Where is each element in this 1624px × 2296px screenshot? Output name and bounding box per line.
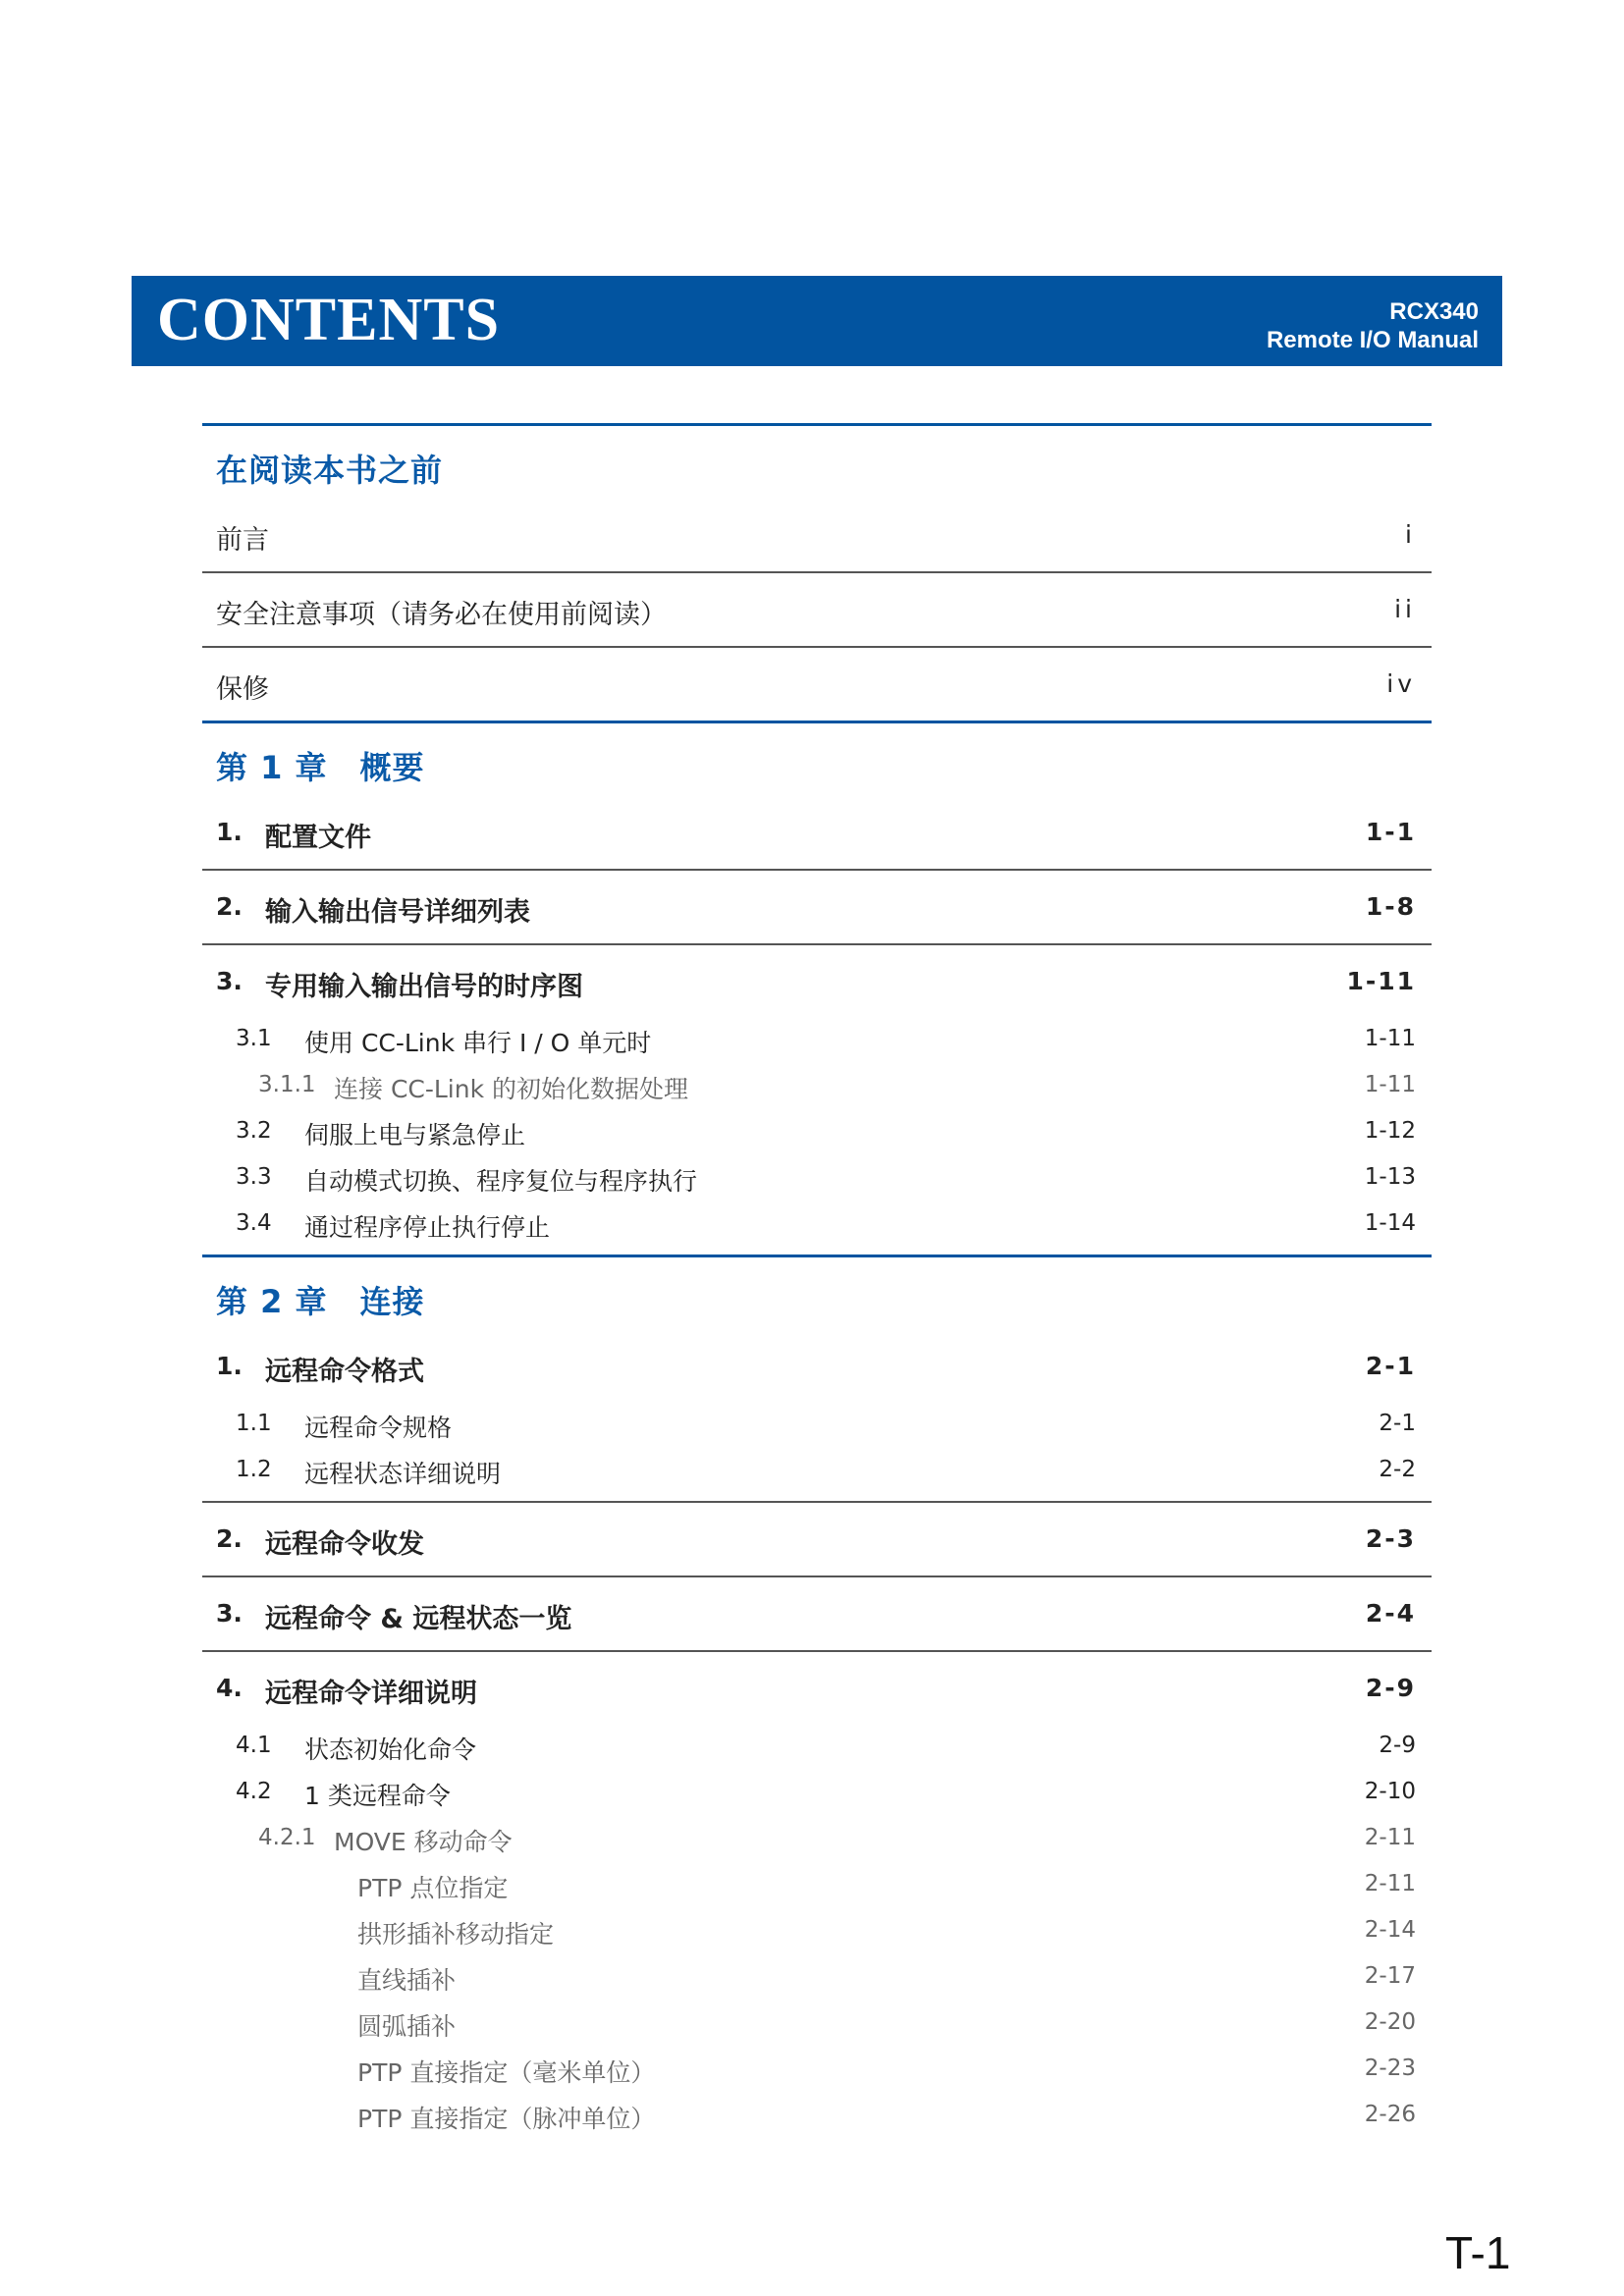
toc-subentry[interactable] — [202, 1064, 1432, 1110]
toc-entry-number: 2. — [216, 1524, 243, 1553]
toc-subentry-title: 远程状态详细说明 — [304, 1460, 502, 1488]
toc-subentry-page: 1-11 — [1364, 1026, 1416, 1051]
section-heading — [202, 423, 1432, 499]
toc-subentry[interactable] — [202, 1018, 1432, 1064]
toc-entry[interactable] — [202, 869, 1432, 943]
toc-entry-main — [202, 1330, 1432, 1403]
toc-subentry-number: 4.2.1 — [258, 1825, 316, 1850]
toc-entry[interactable] — [202, 943, 1432, 1255]
toc-entry-page: ii — [1394, 595, 1416, 623]
toc-entry-number: 2. — [216, 892, 243, 921]
toc-entry-title: 远程命令格式 — [265, 1357, 424, 1387]
toc-entry-page: 1-1 — [1365, 818, 1416, 846]
toc-entry-title: 输入输出信号详细列表 — [265, 897, 530, 928]
toc-subentry-title: 使用 CC-Link 串行 I / O 单元时 — [304, 1029, 652, 1057]
toc-entry-main — [202, 573, 1432, 646]
section-heading — [202, 721, 1432, 796]
toc-entry-main — [202, 1652, 1432, 1725]
toc-entry-title: 专用输入输出信号的时序图 — [265, 972, 583, 1002]
toc-subentry-page: 1-14 — [1364, 1210, 1416, 1236]
toc-subentry-page: 2-10 — [1364, 1779, 1416, 1804]
toc-entry-main — [202, 1503, 1432, 1575]
toc-subentry-page: 1-11 — [1364, 1072, 1416, 1097]
toc-entry-main — [202, 871, 1432, 943]
toc-subentry-page: 2-26 — [1364, 2102, 1416, 2127]
toc-subentry[interactable] — [202, 1725, 1432, 1771]
product-name: RCX340 — [1389, 298, 1479, 325]
toc-subentry-number: 4.2 — [236, 1779, 272, 1804]
toc-subentry[interactable] — [202, 1449, 1432, 1495]
toc-subentry-title: PTP 直接指定（毫米单位） — [357, 2058, 656, 2087]
toc-subentry-number: 3.1.1 — [258, 1072, 316, 1097]
toc-entry[interactable] — [202, 1575, 1432, 1650]
toc-subentry-page: 1-12 — [1364, 1118, 1416, 1144]
toc-subentry[interactable] — [202, 2094, 1432, 2140]
toc-subentry[interactable] — [202, 1909, 1432, 1955]
toc-entry-main — [202, 945, 1432, 1018]
toc-entry[interactable] — [202, 1650, 1432, 2146]
toc-entry-page: 2-1 — [1365, 1352, 1416, 1380]
toc-entry-page: 2-4 — [1365, 1599, 1416, 1628]
toc-subentry[interactable] — [202, 1955, 1432, 2002]
toc-subentry-title: 直线插补 — [357, 1966, 457, 1995]
toc-subentry-title: 伺服上电与紧急停止 — [304, 1121, 526, 1149]
toc-subentry[interactable] — [202, 1863, 1432, 1909]
toc-subentry-page: 2-2 — [1379, 1457, 1416, 1482]
toc-subentry-title: 通过程序停止执行停止 — [304, 1213, 551, 1242]
toc-subentry-number: 4.1 — [236, 1733, 272, 1758]
toc-entry-page: iv — [1386, 669, 1416, 698]
toc-subentry-number: 3.1 — [236, 1026, 272, 1051]
section-heading-text: 在阅读本书之前 — [216, 452, 444, 489]
toc-subentry[interactable] — [202, 1110, 1432, 1156]
toc-entry-title: 远程命令收发 — [265, 1529, 424, 1560]
toc-subentry[interactable] — [202, 1817, 1432, 1863]
toc-subentry-number: 1.2 — [236, 1457, 272, 1482]
toc-subentry-title: PTP 直接指定（脉冲单位） — [357, 2105, 656, 2133]
toc-entry-main — [202, 1577, 1432, 1650]
toc-subentry[interactable] — [202, 2048, 1432, 2094]
toc-entry-main — [202, 499, 1432, 571]
toc-entry[interactable] — [202, 646, 1432, 721]
contents-title: CONTENTS — [157, 287, 501, 353]
toc-subentry-number: 3.3 — [236, 1164, 272, 1190]
toc-entry-page: i — [1405, 520, 1416, 549]
toc-subentry-title: PTP 点位指定 — [357, 1874, 509, 1902]
toc-entry-number: 4. — [216, 1674, 243, 1702]
toc-subentry-title: 1 类远程命令 — [304, 1782, 451, 1810]
toc-subentry[interactable] — [202, 2002, 1432, 2048]
toc-entry-title: 安全注意事项（请务必在使用前阅读） — [216, 600, 667, 630]
page-number: T-1 — [1445, 2227, 1511, 2278]
toc-entry[interactable] — [202, 796, 1432, 869]
toc-subentry-page: 2-14 — [1364, 1917, 1416, 1943]
toc-entry[interactable] — [202, 499, 1432, 571]
toc-entry-page: 2-3 — [1365, 1524, 1416, 1553]
manual-name: Remote I/O Manual — [1266, 327, 1479, 353]
toc-entry-title: 配置文件 — [265, 823, 371, 853]
section-heading-text: 第 1 章 概要 — [216, 749, 425, 786]
toc-entry-main — [202, 796, 1432, 869]
toc-entry-main — [202, 648, 1432, 721]
toc-subentry-page: 2-9 — [1379, 1733, 1416, 1758]
toc-subentry-title: 远程命令规格 — [304, 1414, 453, 1442]
toc-entry-page: 2-9 — [1365, 1674, 1416, 1702]
toc-entry-number: 1. — [216, 818, 243, 846]
toc-subentry-page: 2-20 — [1364, 2009, 1416, 2035]
toc-entry-title: 远程命令详细说明 — [265, 1679, 477, 1709]
toc-subentry-number: 1.1 — [236, 1411, 272, 1436]
toc-entry[interactable] — [202, 1330, 1432, 1501]
section-heading — [202, 1255, 1432, 1330]
toc-entry-title: 前言 — [216, 525, 269, 556]
toc-subentry-page: 2-11 — [1364, 1871, 1416, 1896]
toc-entry[interactable] — [202, 571, 1432, 646]
toc-subentry-title: 连接 CC-Link 的初始化数据处理 — [334, 1075, 689, 1103]
toc-subentry-page: 2-11 — [1364, 1825, 1416, 1850]
toc-subentry-number: 3.4 — [236, 1210, 272, 1236]
toc-subentry-page: 2-23 — [1364, 2056, 1416, 2081]
toc-entry-number: 3. — [216, 967, 243, 995]
toc-subentry[interactable] — [202, 1403, 1432, 1449]
toc-entry-page: 1-11 — [1346, 967, 1416, 995]
toc-subentry-number: 3.2 — [236, 1118, 272, 1144]
contents-banner — [132, 276, 1502, 366]
toc-entry-page: 1-8 — [1365, 892, 1416, 921]
toc-subentry[interactable] — [202, 1202, 1432, 1249]
toc-subentry-page: 2-1 — [1379, 1411, 1416, 1436]
toc-subentry-page: 2-17 — [1364, 1963, 1416, 1989]
toc-subentry[interactable] — [202, 1156, 1432, 1202]
toc-subentry-title: 状态初始化命令 — [304, 1735, 477, 1764]
toc-subentry-title: 自动模式切换、程序复位与程序执行 — [304, 1167, 698, 1196]
toc-entry-number: 1. — [216, 1352, 243, 1380]
table-of-contents — [202, 423, 1432, 2146]
manual-info — [1267, 297, 1479, 354]
section-heading-text: 第 2 章 连接 — [216, 1283, 425, 1320]
toc-subentry[interactable] — [202, 1771, 1432, 1817]
toc-subentry-page: 1-13 — [1364, 1164, 1416, 1190]
toc-entry-title: 保修 — [216, 674, 269, 705]
toc-subentry-title: 拱形插补移动指定 — [357, 1920, 555, 1949]
toc-subentry-title: MOVE 移动命令 — [334, 1828, 513, 1856]
toc-entry-title: 远程命令 & 远程状态一览 — [265, 1604, 572, 1634]
toc-subentry-title: 圆弧插补 — [357, 2012, 457, 2041]
toc-entry[interactable] — [202, 1501, 1432, 1575]
toc-entry-number: 3. — [216, 1599, 243, 1628]
